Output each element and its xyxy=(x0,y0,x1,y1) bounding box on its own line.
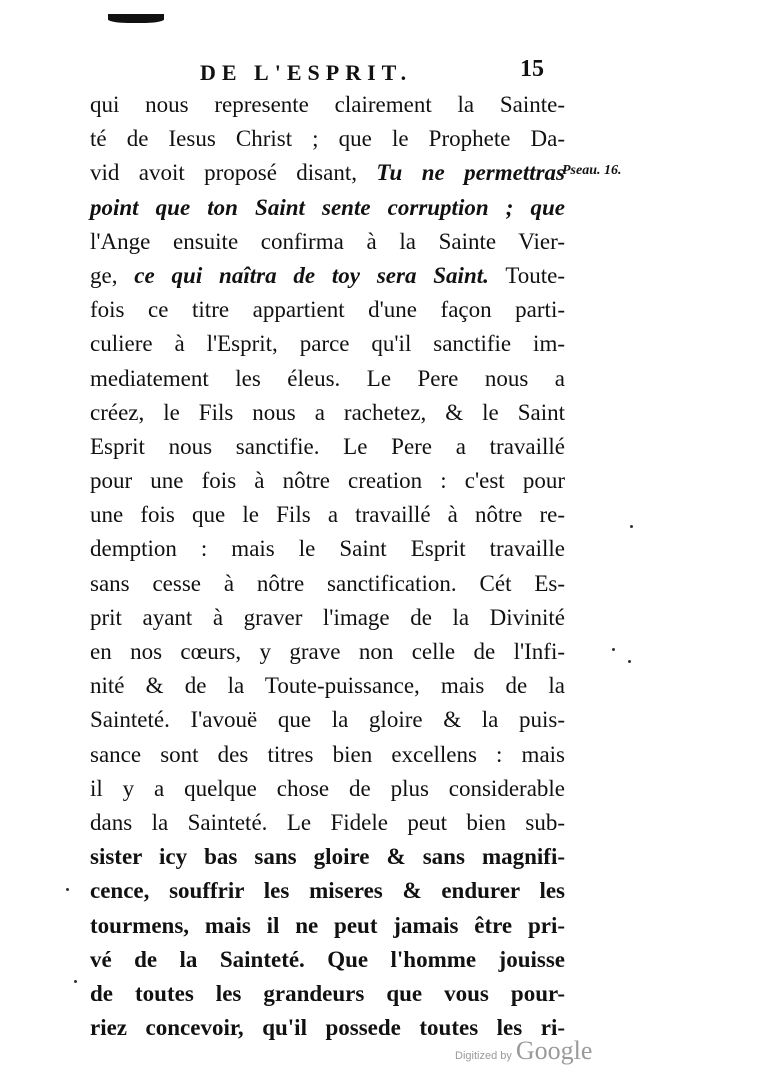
digitized-by-watermark xyxy=(455,1036,592,1066)
text-line: l'Ange ensuite confirma à la Sainte Vier- xyxy=(90,228,565,254)
text-line: qui nous represente clairement la Sainte- xyxy=(90,92,565,117)
text-line: mediatement les éleus. Le Pere nous a xyxy=(90,365,565,391)
text-line: sance sont des titres bien excellens : mais xyxy=(90,741,565,767)
text-line: point que ton Saint sente corruption ; que xyxy=(90,194,565,220)
ink-mark xyxy=(108,14,164,23)
text-line xyxy=(90,259,565,293)
italic-quote: ce qui naîtra de toy sera Saint. xyxy=(134,262,489,288)
text-line: Sainteté. I'avouë que la gloire & la puis- xyxy=(90,707,565,733)
digitized-by-label: Digitized by xyxy=(455,1050,512,1062)
text-span: Toute- xyxy=(505,262,566,288)
text-line: sister icy bas sans gloire & sans magnifi- xyxy=(90,844,565,870)
ink-speck xyxy=(612,648,615,651)
text-line: tourmens, mais il ne peut jamais être pri- xyxy=(90,912,565,938)
text-line xyxy=(90,156,565,190)
text-span: ge, xyxy=(90,262,118,288)
text-line: sans cesse à nôtre sanctification. Cét Es- xyxy=(90,570,565,596)
text-line: fois ce titre appartient d'une façon parti- xyxy=(90,297,565,323)
text-line: riez concevoir, qu'il possede toutes les ri- xyxy=(90,1015,565,1041)
text-line: dans la Sainteté. Le Fidele peut bien sub- xyxy=(90,809,565,835)
text-line: de toutes les grandeurs que vous pour- xyxy=(90,980,565,1006)
google-logo: Google xyxy=(515,1036,593,1065)
text-line: une fois que le Fils a travaillé à nôtre re- xyxy=(90,502,565,528)
ink-speck xyxy=(628,660,631,663)
text-line: nité & de la Toute-puissance, mais de la xyxy=(90,673,565,699)
text-line: créez, le Fils nous a rachetez, & le Saint xyxy=(90,399,565,425)
text-line: cence, souffrir les miseres & endurer les xyxy=(90,878,565,904)
ink-speck xyxy=(66,888,69,891)
text-line: demption : mais le Saint Esprit travaille xyxy=(90,536,565,562)
italic-quote: Tu ne permettras xyxy=(376,160,566,186)
marginal-note: Pseau. 16. xyxy=(562,163,622,178)
text-line: culiere à l'Esprit, parce qu'il sanctifie im- xyxy=(90,331,565,357)
ink-speck xyxy=(74,980,77,983)
text-line: vé de la Sainteté. Que l'homme jouisse xyxy=(90,946,565,972)
text-line: pour une fois à nôtre creation : c'est pour xyxy=(90,468,565,494)
text-line: en nos cœurs, y grave non celle de l'Infi- xyxy=(90,639,565,664)
ink-speck xyxy=(630,525,633,528)
text-line: té de Iesus Christ ; que le Prophete Da- xyxy=(90,126,565,152)
text-line: prit ayant à graver l'image de la Divinité xyxy=(90,604,565,630)
text-line: il y a quelque chose de plus considerable xyxy=(90,775,565,801)
text-line: Esprit nous sanctifie. Le Pere a travaillé xyxy=(90,433,565,459)
text-span: vid avoit proposé disant, xyxy=(90,160,357,186)
body-text xyxy=(90,88,565,1045)
page-number: 15 xyxy=(520,56,544,82)
running-head: DE L'ESPRIT. xyxy=(200,60,413,85)
